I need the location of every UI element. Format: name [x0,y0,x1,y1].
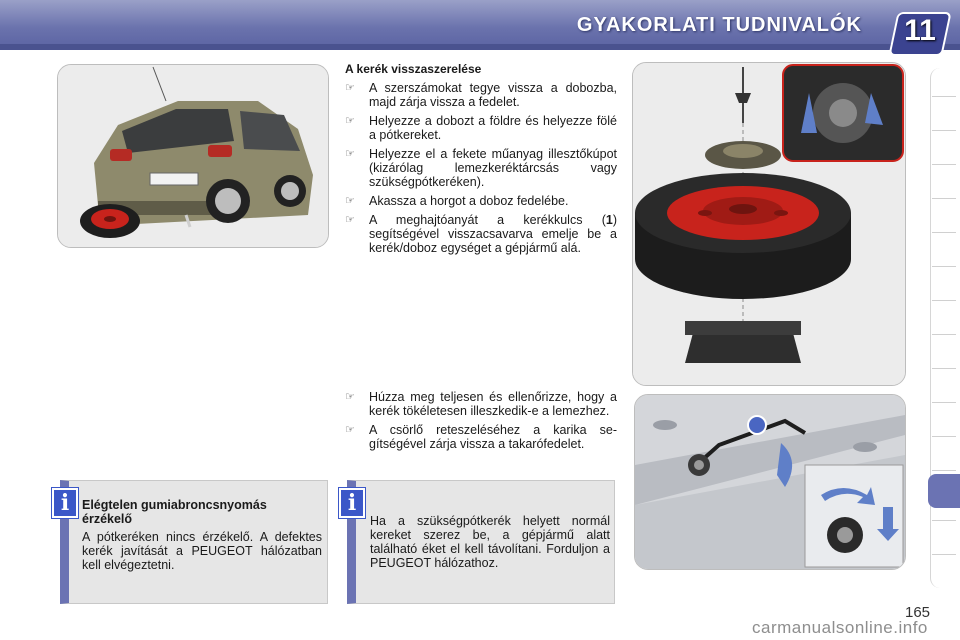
pointing-hand-icon: ☞ [345,195,355,207]
instruction-step [345,81,617,109]
instruction-step [345,194,617,208]
chapter-title: GYAKORLATI TUDNIVALÓK [576,14,862,36]
wrench-reference-number: 1 [605,213,613,227]
info-box-text: A pótkeréken nincs érzékelő. A defektes kerék javítását a PEUGEOT hálózatban kell elvégeztetni. [82,530,322,572]
step-text: Akassza a horgot a doboz fedelébe. [369,194,569,208]
side-tab-divider [932,96,956,97]
step-text: Helyezze el a fekete műanyag illesztőkúpot (kizárólag lemezkeréktárcsás vagy szükségpótkeréken). [369,147,617,189]
chapter-number: 11 [904,14,936,47]
side-tab-divider [932,334,956,335]
instruction-step [345,390,617,418]
step-text-before-ref: A meghajtóanyát a kerékkulcs ( [369,213,606,227]
wheel-illustration-svg [633,63,905,385]
pointing-hand-icon: ☞ [345,148,355,160]
winch-wrench-illustration [634,394,906,570]
winch-illustration-svg [635,395,905,569]
car-illustration-svg [58,65,328,247]
info-icon: i [52,488,78,518]
instruction-steps-bottom [345,390,617,456]
side-tab-divider [932,470,956,471]
pointing-hand-icon: ☞ [345,214,355,226]
side-index-tabs [930,68,960,588]
watermark: carmanualsonline.info [752,618,928,637]
section-heading: A kerék visszaszerelése [345,62,482,76]
instruction-step [345,147,617,189]
instruction-step [345,423,617,451]
side-tab-active [928,474,960,508]
step-text-after-ref: ) segítségével visszacsavarva emelje be a kerék/doboz egységet a gépjármű alá. [369,213,617,255]
side-tab-divider [932,266,956,267]
car-spare-wheel-illustration [57,64,329,248]
side-tab-divider [932,130,956,131]
side-tab-divider [932,232,956,233]
step-text: A csörlő reteszeléséhez a karika segítségével zárja vissza a takarófedelet. [369,423,617,451]
instruction-step [345,114,617,142]
side-tab-divider [932,164,956,165]
side-tab-divider [932,300,956,301]
page-number: 165 [905,604,931,621]
info-box-text: Ha a szükségpótkerék helyett normál kereket szerez be, a gépjármű alatt található éket el kell távolítani. Forduljon a PEUGEOT hálózathoz. [370,514,610,570]
instruction-step [345,213,617,255]
info-box-title: Elégtelen gumiabroncsnyomás érzékelő [82,498,267,526]
step-text: Húzza meg teljesen és ellenőrizze, hogy a kerék tökéletesen illeszkedik-e a lemezhez. [369,390,617,418]
step-text: A szerszámokat tegye vissza a dobozba, majd zárja vissza a fedelet. [369,81,617,109]
side-tab-divider [932,198,956,199]
side-tab-divider [932,554,956,555]
side-tab-divider [932,436,956,437]
instruction-steps-top [345,81,617,260]
header-strip [0,44,960,50]
pointing-hand-icon: ☞ [345,82,355,94]
pointing-hand-icon: ☞ [345,115,355,127]
side-tab-divider [932,368,956,369]
side-tab-divider [932,402,956,403]
spare-wheel-exploded-illustration [632,62,906,386]
pointing-hand-icon: ☞ [345,391,355,403]
step-text: Helyezze a dobozt a földre és helyezze fölé a pótkereket. [369,114,617,142]
pointing-hand-icon: ☞ [345,424,355,436]
side-tab-divider [932,520,956,521]
info-icon: i [339,488,365,518]
